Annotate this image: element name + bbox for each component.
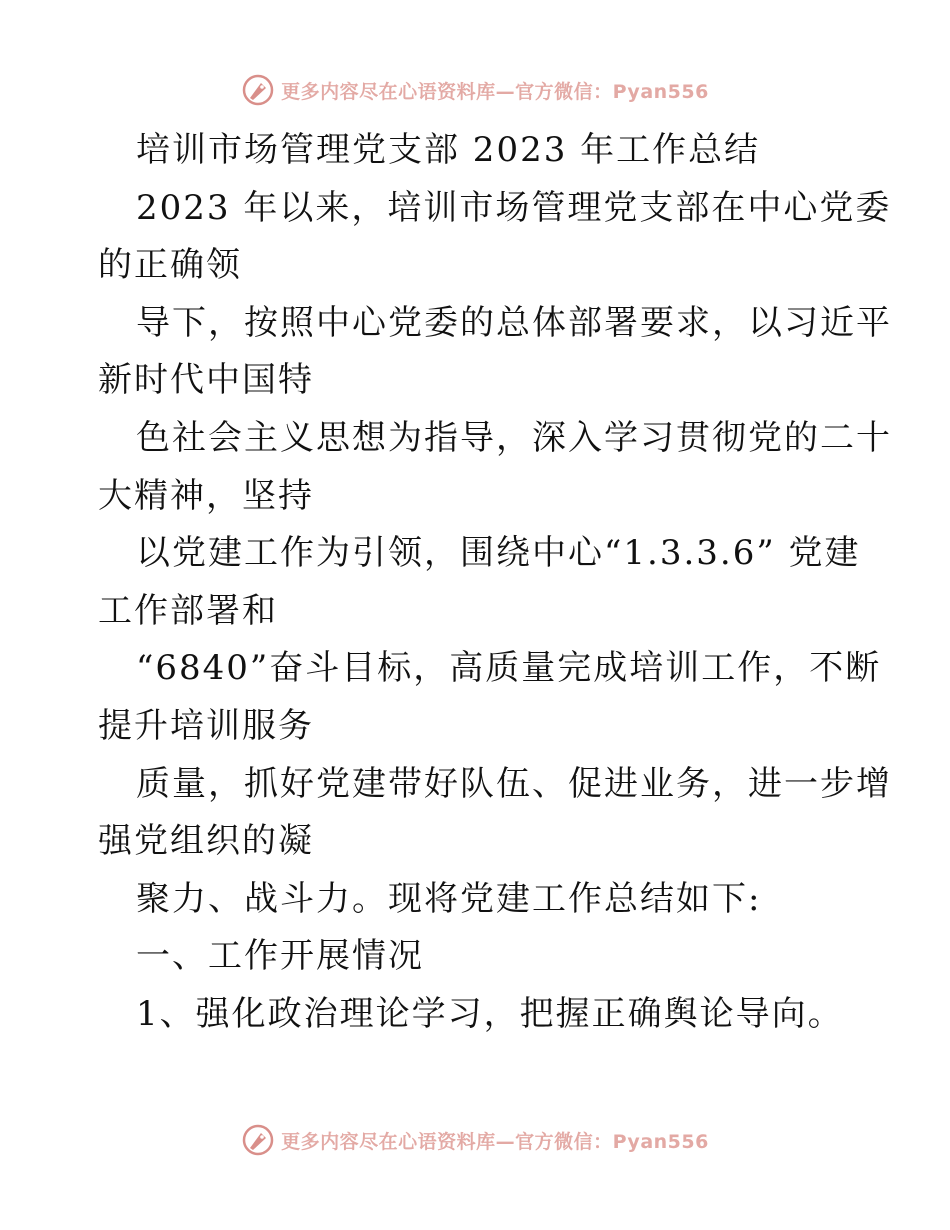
header-watermark bbox=[0, 70, 950, 110]
paragraph-line: 强党组织的凝 bbox=[98, 821, 314, 862]
subsection-heading: 1、强化政治理论学习，把握正确舆论导向。 bbox=[136, 993, 844, 1034]
pen-nib-logo-icon bbox=[241, 73, 275, 107]
paragraph-line: 的正确领 bbox=[98, 245, 242, 286]
document-title: 培训市场管理党支部 2023 年工作总结 bbox=[136, 130, 761, 170]
section-heading: 一、工作开展情况 bbox=[136, 936, 424, 977]
watermark-text: 更多内容尽在心语资料库—官方微信：Pyan556 bbox=[281, 80, 709, 103]
footer-watermark bbox=[0, 1120, 950, 1160]
paragraph-line: 新时代中国特 bbox=[98, 360, 314, 401]
paragraph-line: 2023 年以来，培训市场管理党支部在中心党委 bbox=[136, 187, 892, 228]
paragraph-line: 工作部署和 bbox=[98, 590, 278, 631]
paragraph-line: 提升培训服务 bbox=[98, 705, 314, 746]
paragraph-line: 以党建工作为引领，围绕中心“1.3.3.6” 党建 bbox=[136, 533, 861, 574]
paragraph-line: 导下，按照中心党委的总体部署要求，以习近平 bbox=[136, 302, 892, 343]
paragraph-line: 聚力、战斗力。现将党建工作总结如下: bbox=[136, 878, 762, 919]
paragraph-line: 大精神，坚持 bbox=[98, 475, 314, 516]
paragraph-line: 色社会主义思想为指导，深入学习贯彻党的二十 bbox=[136, 417, 892, 458]
paragraph-line: “6840”奋斗目标，高质量完成培训工作，不断 bbox=[136, 648, 882, 689]
watermark-text: 更多内容尽在心语资料库—官方微信：Pyan556 bbox=[281, 1130, 709, 1153]
document-body bbox=[98, 122, 892, 1044]
pen-nib-logo-icon bbox=[241, 1123, 275, 1157]
paragraph-line: 质量，抓好党建带好队伍、促进业务，进一步增 bbox=[136, 763, 892, 804]
